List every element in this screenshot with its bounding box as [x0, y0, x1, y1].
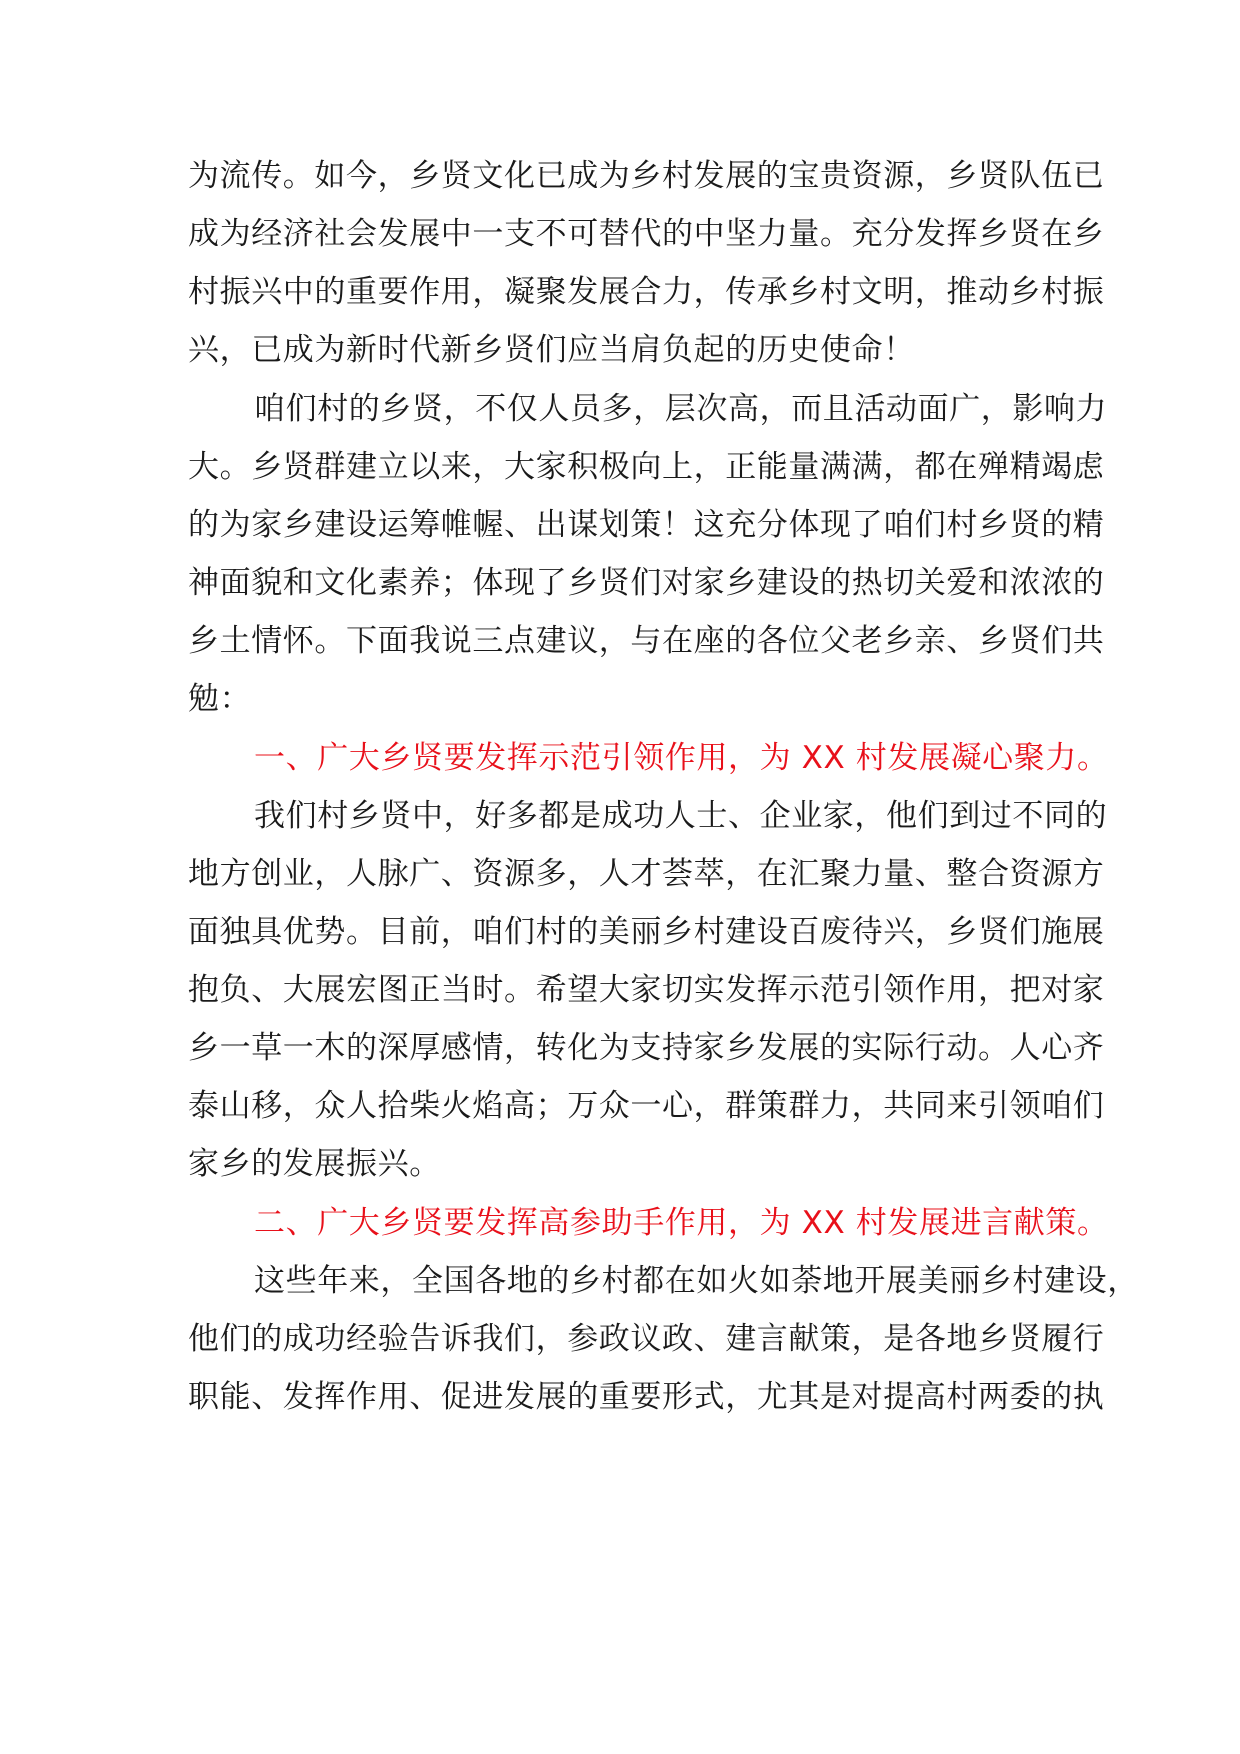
text-line: 家乡的发展振兴。: [188, 1146, 441, 1182]
paragraph-first-line: 我们村乡贤中，好多都是成功人士、企业家，他们到过不同的: [254, 798, 1108, 834]
text-line: 村振兴中的重要作用，凝聚发展合力，传承乡村文明，推动乡村振: [188, 274, 1105, 310]
text-line: 地方创业，人脉广、资源多，人才荟萃，在汇聚力量、整合资源方: [188, 856, 1105, 892]
text-line: 面独具优势。目前，咱们村的美丽乡村建设百废待兴，乡贤们施展: [188, 914, 1105, 950]
text-line: 大。乡贤群建立以来，大家积极向上，正能量满满，都在殚精竭虑: [188, 449, 1105, 485]
text-line: 泰山移，众人拾柴火焰高；万众一心，群策群力，共同来引领咱们: [188, 1088, 1105, 1124]
paragraph-first-line: 这些年来，全国各地的乡村都在如火如荼地开展美丽乡村建设，: [254, 1263, 1139, 1299]
paragraph-first-line: 咱们村的乡贤，不仅人员多，层次高，而且活动面广，影响力: [254, 391, 1108, 427]
text-line: 职能、发挥作用、促进发展的重要形式，尤其是对提高村两委的执: [188, 1379, 1105, 1415]
text-line: 乡土情怀。下面我说三点建议，与在座的各位父老乡亲、乡贤们共: [188, 623, 1105, 659]
text-line: 神面貌和文化素养；体现了乡贤们对家乡建设的热切关爱和浓浓的: [188, 565, 1105, 601]
text-line: 抱负、大展宏图正当时。希望大家切实发挥示范引领作用，把对家: [188, 972, 1105, 1008]
text-line: 的为家乡建设运筹帷幄、出谋划策！这充分体现了咱们村乡贤的精: [188, 507, 1105, 543]
text-line: 兴，已成为新时代新乡贤们应当肩负起的历史使命！: [188, 332, 915, 368]
section-heading-1: 一、广大乡贤要发挥示范引领作用，为 XX 村发展凝心聚力。: [254, 740, 1109, 776]
text-line: 为流传。如今，乡贤文化已成为乡村发展的宝贵资源，乡贤队伍已: [188, 158, 1105, 194]
text-line: 成为经济社会发展中一支不可替代的中坚力量。充分发挥乡贤在乡: [188, 216, 1105, 252]
text-line: 乡一草一木的深厚感情，转化为支持家乡发展的实际行动。人心齐: [188, 1030, 1105, 1066]
section-heading-2: 二、广大乡贤要发挥高参助手作用，为 XX 村发展进言献策。: [254, 1205, 1109, 1241]
text-line: 他们的成功经验告诉我们，参政议政、建言献策，是各地乡贤履行: [188, 1321, 1105, 1357]
text-line: 勉：: [188, 681, 252, 717]
